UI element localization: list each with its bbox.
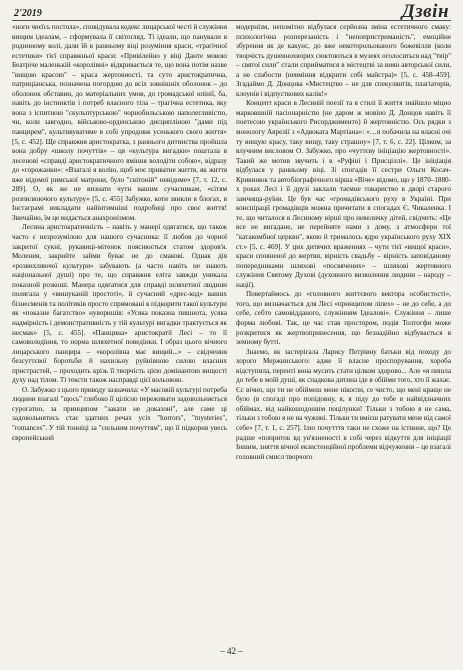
page-number: – 42 – [220,646,243,656]
issue-label: 2'2019 [14,8,42,19]
paragraph: Знаємо, як застерігала Ларису Петрівну батьки від походу до хорого Мержинського: адже її власне проспорування, хороба відступила, перенті вона мусить стати цілком здорово... Але «я пишла до тебе в моїй душі, як спадкова дитина іде в обійми того, хто її жахає. Єс вічно, що ти не обіймеш мене нікогли, се чисто, що мені краще не було (в спогаді про попідовну, я, я піду до тебе в найвідзначних обіймах, від найкошодошнм поцілунки! Тільки з тобою я не сама, тільки з тобою я не на чужині. Тільки ти вмієш ратувати мене від самої себе» [7, т. 1, с. 257]. Ілю почутття таки не схоже на істинне, що? Це радше «поприток вд ув'язненості в собі через відкуття для ініціації Іншим, зняття вічної екзистенційної проблеми відчуження – це взагалі головний смисл творчого [236,347,451,461]
header-rule [12,20,451,21]
journal-title: Дзвін [401,1,449,22]
paragraph: Концепт краси в Лесиній поезії та в стилі її життя знайшло міцно марковшній пасіонарністю (не даром ж мовіно Д. Донцов навіть її поетесою українського Рисорджименто) й жертовністю. Ось рядки з монологу Аврелії з «Адвоката Мартіана»: «…я побачила на власні очі ту вищую красу, таку вищу, таку страшну» [7, т. 6, с. 22]. Цілком, за влучним висловом О. Забужко, про «чуттєву ініціацію жертовності». Такий же мотив звучить і в «Руфіні і Присціллі». Це ініціація відбулася у ранньому віці. Зі спогадів її сестри Ольги Косач-Кривинюк та автобіографічного вірша «Віче» відомо, що у 1870–1880-х роках Лесі і її друзі заклали таємне товариство в дворі старого замчища-руїни. Це був час «громадівського руху в Україні. При конспірації громадівців можна прочитати в спогадах Є. Чикаленка. І те, що читалося в Лесиному вірші про невеличку дітей, свідчить: «Це все не вигадане, не перейняте нами з дому, з атмосфери тої "катакомбної церкви", якою й трималось ядро українського руху XIX ст.» [5, с. 469]. У цих дитячих враженнях – чути тієї «вищої краси», краси сповненої до жертви, вірність свадьбу – вірність заповіданому попередниками шляхові «посвячених» – шляхові жертовного служіння Святому Духові (духовного визволення людини – народу – нації). [236,99,451,289]
paragraph: «ноги чиєїсь постола», сповідувала кодекс лицарської честі й служіння вищим ідеалам, – сформувала її світогляд. Ті ідеали, що панували в родинному колі, дали їй в ранньому віці розуміння краси, «трагічної естетики» тієї справжньої краси: «Привілейно у віці Данте мовою Беатріче маленькій «королівні» відкривається те, що вона потім назве "вищою красою" – краса жертовності, та суто аристократична, патриціанська, позначена погордою до всіх зовнішніх оболонок – до оболонок обставин, до матеріальних умов, до громадської опінії, ба, навіть до інстинктів і потреб власного тіла – трагічна естетика, яку вона з іспитною "скульптурською" чорнобильською наполегливістю, чи, коли завгодно, військово-орденською дисципліною "дами під панцирем", культивуватиме в собі упродовж усенького свого життя» [5, с. 452]. Ще справжня аристократка, з раннього дитинства пройшла вона добру «школу почуттів» – ця «культура вигадки» поштала в лесенові «справді аристократичного вміння володіти собою», відразу до «горожанки»: «Взагалі я волію, щоб моє приватне життя, як життя вже відомої римської матрони, було "світоній" невідоме» [7, т. 12, с. 289]. О, як же не визнати чути вашим сучасникам, «сітям розпилюючого культуру» [5, с. 455] Забужко, коти звикли в блогах, в Інстаграмі викладати найінтимніші подробиці про своє життя! Звичайно, їм це видається анахронізмом. [12,23,227,222]
right-column [236,23,451,462]
left-column [12,23,227,443]
paragraph: О. Забужко з цього приводу зазначила: «У масовій культурі потреба людини взагалі "щось" глибоко її цілісно переживати задовольняється сурогатно, за принципом "закати не доказоні", але саме ці задовольнятись стає здатних речах усіх "horrors", "mysteries", "romances". У тій тонніці за "сильним почуттям", що її підкорив увесь європейський [12,385,227,442]
paragraph: Лесина аристократичність – навіть у манері одягатися, що також часто є незрозумілою для нашого сучасника: її любов до чорної закритої сукні, рукавиці-мітенок пояснюється статом здоров'я. Моления, закрийте займи буває не до смакові. Однак дія «розвихляючої культури» забувають (а часто навіть не знають національної душі) про те, що справжня еліта завжди уникала показной розкоші. Манера одягатися для справді шляхетної людини полягала у «вишуканій простоті», й сучасний «дрес-код» ваших бізнесменів та політиків просто спрямовані в підкорити такої культури як «показне багатство» нуворишів: «Усяка показна пишнота, усяка надмірність і демонстративність у тій культурі вигадки трактується як несмак» [5, с. 455]. «Панщина» аристократії Лесі – то її самоволодіння, то норма шляхетної поведінки. І образ цього вічного лицарського панцира – «королівна має вищий...» – свідчення безсуттєвої боротьби й нахильну руйнівною силою власних пристрастей, – проходить крізь її творчість цією домінантою вищості духу над тілом. Ті тексти також насправді цієї вольовою. [12,223,227,385]
paragraph: модернізм, непомітно відбулася серйозна зміна естетичного смаку: психологічна розперезаність і "непопристриманість", емоційне збурення як де какунс, до вже некоторольованого божевілля (коли творчість душевнохворих сюктоються в музеях оголоситься над "твір" – святої сили" стали сприйматися в містецтві за виян авторської сили, а не слабости (невміння відкрити собі майстра)» [5, с. 458–459]. Згадаймо Д. Донцова «Мистецтво – не для спекулянтів, плагіаторів, клоунів і відпусткових калік!» [236,23,451,98]
paragraph: Повертаймось до «головного життєвого вектора особистості», того, що визначається для Лесі «принципом ліпех» – не до себе, а до себе, себто самовідданого, служінням Ідеалові». Служіння – лише форма любові. Так, це час став простором, подія Толтогфи може розкритися як жертвопринесення, що безнадійно відбувається в земному бутті. [236,290,451,347]
